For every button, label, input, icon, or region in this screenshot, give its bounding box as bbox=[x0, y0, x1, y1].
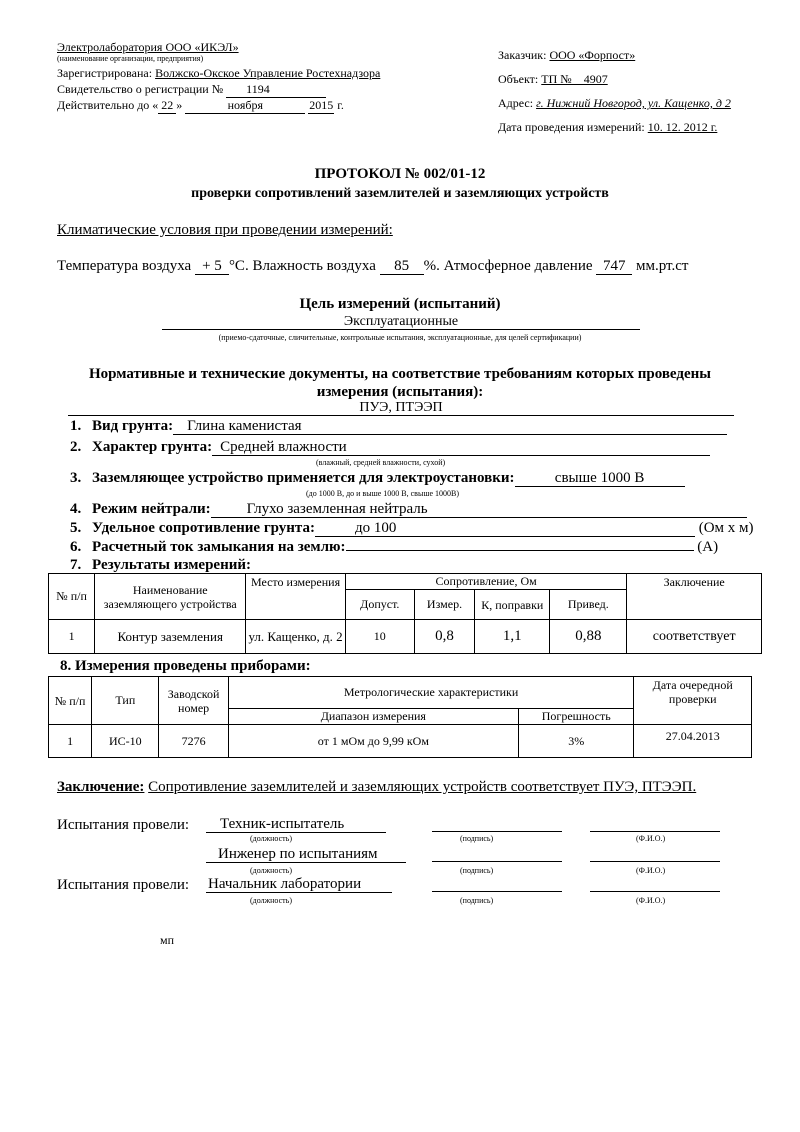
cell-k: 1,1 bbox=[475, 620, 550, 654]
item-fault-current bbox=[70, 539, 718, 556]
results-table bbox=[48, 573, 762, 654]
col-header-resistance: Сопротивление, Ом bbox=[345, 574, 626, 590]
col-header-measured: Измер. bbox=[414, 590, 475, 620]
signature-hint-2: (подпись) bbox=[460, 866, 494, 875]
item-number: 7. bbox=[70, 557, 82, 573]
col-header-allowed: Допуст. bbox=[345, 590, 414, 620]
protocol-title: ПРОТОКОЛ № 002/01-12 bbox=[314, 166, 486, 182]
role-1-text: Техник-испытатель bbox=[220, 816, 345, 832]
purpose-hint: (приемо-сдаточные, сличительные, контрольные испытания, эксплуатационные, для целей сертификации) bbox=[218, 333, 582, 342]
col-header-reduced: Привед. bbox=[550, 590, 627, 620]
signature-role-1 bbox=[206, 817, 386, 833]
col-header-place: Место измерения bbox=[246, 574, 346, 620]
certificate-line bbox=[57, 82, 326, 98]
object-line bbox=[498, 72, 608, 87]
cell-place: ул. Кащенко, д. 2 bbox=[246, 620, 346, 654]
item-soil-resistivity bbox=[70, 520, 754, 537]
item-suffix: (А) bbox=[697, 539, 719, 555]
position-hint-2: (должность) bbox=[250, 866, 292, 875]
registration-line bbox=[57, 66, 380, 81]
signature-line-1 bbox=[432, 831, 562, 832]
temperature-label: Температура воздуха bbox=[57, 258, 192, 274]
item-label: Режим нейтрали: bbox=[92, 501, 211, 517]
item-value: Средней влажности bbox=[212, 440, 710, 456]
item-label: Расчетный ток замыкания на землю: bbox=[92, 539, 346, 555]
item-suffix: (Ом х м) bbox=[698, 520, 754, 536]
cell-range: от 1 мОм до 9,99 кОм bbox=[228, 725, 518, 758]
signature-role-3 bbox=[206, 877, 392, 893]
cell-type: ИС-10 bbox=[92, 725, 159, 758]
humidity-unit: %. Атмосферное давление bbox=[423, 258, 593, 274]
soil-character-hint: (влажный, средней влажности, сухой) bbox=[316, 458, 446, 467]
conclusion-label: Заключение: bbox=[57, 779, 145, 795]
temperature-value: + 5 bbox=[195, 259, 229, 275]
item-value: Глина каменистая bbox=[173, 419, 727, 435]
signature-line-3 bbox=[432, 891, 562, 892]
cell-conclusion: соответствует bbox=[627, 620, 762, 654]
climate-heading: Климатические условия при проведении измерений: bbox=[57, 222, 393, 238]
norms-heading-line2: измерения (испытания): bbox=[316, 384, 484, 400]
valid-month: ноября bbox=[185, 98, 305, 114]
date-value: 10. 12. 2012 г. bbox=[647, 120, 718, 134]
role-2-text: Инженер по испытаниям bbox=[218, 846, 378, 862]
item-number: 2. bbox=[70, 439, 82, 455]
client-value: ООО «Форпост» bbox=[549, 48, 636, 62]
col-header-num: № п/п bbox=[49, 677, 92, 725]
name-line-3 bbox=[590, 891, 720, 892]
item-results bbox=[70, 557, 251, 574]
registered-value: Волжско-Окское Управление Ростехнадзора bbox=[155, 66, 381, 80]
instruments-heading: 8. Измерения проведены приборами: bbox=[60, 658, 311, 674]
valid-mid: » bbox=[176, 98, 183, 112]
valid-label: Действительно до « bbox=[57, 98, 159, 112]
item-value: свыше 1000 В bbox=[515, 471, 685, 487]
valid-suffix: г. bbox=[337, 98, 344, 112]
item-label: Вид грунта: bbox=[92, 418, 174, 434]
norms-heading-line1: Нормативные и технические документы, на соответствие требованиям которых проведены bbox=[88, 366, 711, 382]
cell-error: 3% bbox=[518, 725, 633, 758]
cell-next-check: 27.04.2013 bbox=[634, 725, 752, 758]
item-grounding-use bbox=[70, 470, 685, 487]
col-header-next-check: Дата очередной проверки bbox=[634, 677, 752, 725]
cell-serial: 7276 bbox=[159, 725, 228, 758]
cell-num: 1 bbox=[49, 620, 95, 654]
humidity-value: 85 bbox=[380, 259, 424, 275]
address-line bbox=[498, 96, 731, 111]
object-value: ТП № 4907 bbox=[541, 72, 608, 86]
signature-line-2 bbox=[432, 861, 562, 862]
climate-line bbox=[57, 258, 688, 275]
certificate-number: 1194 bbox=[226, 82, 326, 98]
tested-by-label-2: Испытания провели: bbox=[57, 877, 190, 893]
client-label: Заказчик: bbox=[498, 48, 547, 62]
cell-reduced: 0,88 bbox=[550, 620, 627, 654]
col-header-k: К, поправки bbox=[475, 590, 550, 620]
col-header-range: Диапазон измерения bbox=[228, 709, 518, 725]
item-number: 1. bbox=[70, 418, 82, 434]
table-row bbox=[49, 725, 752, 758]
item-label: Заземляющее устройство применяется для электроустановки: bbox=[92, 470, 515, 486]
item-value: до 100 bbox=[315, 521, 695, 537]
lab-name-hint: (наименование организации, предприятия) bbox=[57, 54, 204, 63]
item-label: Удельное сопротивление грунта: bbox=[92, 520, 315, 536]
cell-name: Контур заземления bbox=[95, 620, 246, 654]
col-header-type: Тип bbox=[92, 677, 159, 725]
client-line bbox=[498, 48, 635, 63]
table-row bbox=[49, 620, 762, 654]
object-label: Объект: bbox=[498, 72, 539, 86]
temperature-unit: °С. Влажность воздуха bbox=[228, 258, 376, 274]
col-header-error: Погрешность bbox=[518, 709, 633, 725]
name-line-2 bbox=[590, 861, 720, 862]
col-header-name: Наименование заземляющего устройства bbox=[95, 574, 246, 620]
address-label: Адрес: bbox=[498, 96, 534, 110]
col-header-num: № п/п bbox=[49, 574, 95, 620]
name-line-1 bbox=[590, 831, 720, 832]
valid-day: 22 bbox=[158, 98, 176, 114]
col-header-conclusion: Заключение bbox=[627, 574, 762, 620]
item-label: Результаты измерений: bbox=[92, 557, 251, 573]
purpose-value: Эксплуатационные bbox=[162, 314, 640, 330]
item-neutral-mode bbox=[70, 501, 747, 518]
signature-hint-3: (подпись) bbox=[460, 896, 494, 905]
item-number: 6. bbox=[70, 539, 82, 555]
stamp-place: мп bbox=[160, 933, 175, 947]
address-value: г. Нижний Новгород, ул. Кащенко, д 2 bbox=[536, 96, 731, 110]
item-number: 4. bbox=[70, 501, 82, 517]
item-label: Характер грунта: bbox=[92, 439, 213, 455]
conclusion-line bbox=[57, 779, 696, 796]
conclusion-text: Сопротивление заземлителей и заземляющих устройств соответствует ПУЭ, ПТЭЭП. bbox=[148, 779, 697, 795]
item-number: 5. bbox=[70, 520, 82, 536]
tested-by-label-1: Испытания провели: bbox=[57, 817, 190, 833]
item-value bbox=[346, 550, 694, 551]
item-soil-type bbox=[70, 418, 727, 435]
cell-allowed: 10 bbox=[345, 620, 414, 654]
position-hint-1: (должность) bbox=[250, 834, 292, 843]
pressure-unit: мм.рт.ст bbox=[636, 258, 689, 274]
name-hint-2: (Ф.И.О.) bbox=[636, 866, 666, 875]
norms-value: ПУЭ, ПТЭЭП bbox=[68, 401, 734, 416]
col-header-serial: Заводской номер bbox=[159, 677, 228, 725]
valid-year: 2015 bbox=[309, 98, 334, 112]
item-number: 3. bbox=[70, 470, 82, 486]
cell-measured: 0,8 bbox=[414, 620, 475, 654]
registered-label: Зарегистрирована: bbox=[57, 66, 153, 80]
name-hint-3: (Ф.И.О.) bbox=[636, 896, 666, 905]
date-label: Дата проведения измерений: bbox=[498, 120, 645, 134]
role-3-text: Начальник лаборатории bbox=[208, 876, 362, 892]
signature-hint-1: (подпись) bbox=[460, 834, 494, 843]
date-line bbox=[498, 120, 717, 135]
grounding-use-hint: (до 1000 В, до и выше 1000 В, свыше 1000В) bbox=[306, 489, 460, 498]
col-header-metrology: Метрологические характеристики bbox=[228, 677, 634, 709]
protocol-subtitle: проверки сопротивлений заземлителей и заземляющих устройств bbox=[191, 186, 609, 201]
name-hint-1: (Ф.И.О.) bbox=[636, 834, 666, 843]
purpose-heading: Цель измерений (испытаний) bbox=[299, 296, 501, 312]
signature-role-2 bbox=[206, 847, 406, 863]
item-value: Глухо заземленная нейтраль bbox=[211, 502, 747, 518]
certificate-label: Свидетельство о регистрации № bbox=[57, 82, 224, 96]
instruments-table bbox=[48, 676, 752, 758]
pressure-value: 747 bbox=[596, 259, 632, 275]
valid-until-line bbox=[57, 98, 344, 114]
item-soil-character bbox=[70, 439, 710, 456]
cell-num: 1 bbox=[49, 725, 92, 758]
lab-name: Электролаборатория ООО «ИКЭЛ» bbox=[57, 40, 239, 54]
position-hint-3: (должность) bbox=[250, 896, 292, 905]
